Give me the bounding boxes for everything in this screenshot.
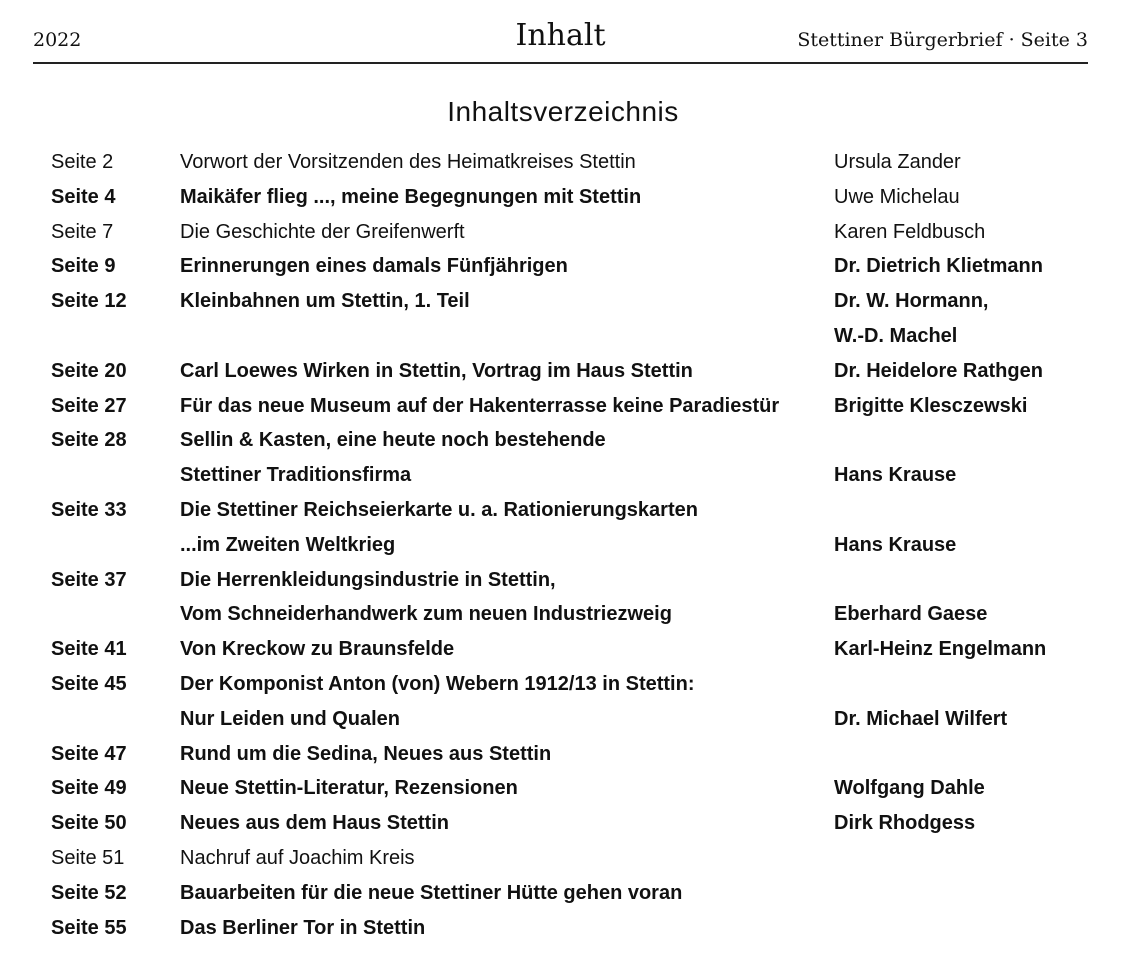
toc-title-text: Die Geschichte der Greifenwerft — [180, 220, 465, 243]
toc-row — [0, 702, 1126, 737]
toc-author: Hans Krause — [834, 533, 957, 556]
toc-title-text: Maikäfer flieg ..., meine Begegnungen mit Stettin — [180, 185, 642, 208]
toc-row — [0, 737, 1126, 772]
toc-row — [0, 667, 1126, 702]
toc-page: Seite 28 — [51, 429, 127, 452]
toc-title-text: ...im Zweiten Weltkrieg — [180, 533, 396, 556]
header-publication: Stettiner Bürgerbrief · Seite 3 — [797, 29, 1088, 51]
toc-row — [0, 354, 1126, 389]
toc-row — [0, 319, 1126, 354]
toc-row — [0, 145, 1126, 180]
toc-row — [0, 771, 1126, 806]
toc-page: Seite 52 — [51, 881, 127, 904]
toc-title-text: Sellin & Kasten, eine heute noch bestehende — [180, 429, 606, 452]
toc-page: Seite 2 — [51, 151, 114, 173]
toc-page: Seite 37 — [51, 568, 127, 591]
toc-author: Wolfgang Dahle — [834, 777, 985, 800]
toc-author: Uwe Michelau — [834, 185, 960, 208]
toc-row — [0, 563, 1126, 598]
toc-author: Dr. Heidelore Rathgen — [834, 359, 1043, 382]
toc-row — [0, 249, 1126, 284]
toc-author: Dirk Rhodgess — [834, 812, 976, 835]
toc-page: Seite 41 — [51, 638, 127, 661]
toc-row — [0, 389, 1126, 424]
toc-title-text: Neues aus dem Haus Stettin — [180, 812, 449, 835]
toc-page: Seite 50 — [51, 812, 127, 835]
toc-title-text: Nachruf auf Joachim Kreis — [180, 846, 415, 869]
toc-page: Seite 7 — [51, 220, 114, 243]
toc-author: Dr. Michael Wilfert — [834, 707, 1008, 730]
toc-row — [0, 806, 1126, 841]
toc-author: Dr. W. Hormann, — [834, 290, 989, 313]
toc-page: Seite 12 — [51, 290, 127, 313]
toc-row — [0, 841, 1126, 876]
toc-row — [0, 458, 1126, 493]
toc-page: Seite 33 — [51, 498, 127, 521]
toc-page: Seite 27 — [51, 394, 127, 417]
toc-title-text: Stettiner Traditionsfirma — [180, 464, 412, 487]
toc-author: Ursula Zander — [834, 151, 961, 173]
toc-title-text: Der Komponist Anton (von) Webern 1912/13 in Stettin: — [180, 672, 695, 695]
toc-title-text: Erinnerungen eines damals Fünfjährigen — [180, 255, 568, 278]
toc-page: Seite 45 — [51, 672, 127, 695]
toc-row — [0, 632, 1126, 667]
toc-author: W.-D. Machel — [834, 324, 958, 347]
toc-author: Eberhard Gaese — [834, 603, 988, 626]
toc-title-text: Für das neue Museum auf der Hakenterrasse keine Paradiestür — [180, 394, 780, 417]
toc-title: Inhaltsverzeichnis — [447, 96, 679, 127]
toc-page: Seite 55 — [51, 916, 127, 939]
toc-page: Seite 51 — [51, 846, 125, 869]
toc-author: Dr. Dietrich Klietmann — [834, 255, 1043, 278]
table-of-contents — [0, 145, 1126, 945]
toc-title-text: Nur Leiden und Qualen — [180, 707, 401, 730]
toc-row — [0, 423, 1126, 458]
toc-title-text: Carl Loewes Wirken in Stettin, Vortrag im Haus Stettin — [180, 359, 693, 382]
toc-title-text: Das Berliner Tor in Stettin — [180, 916, 426, 939]
toc-author: Karl-Heinz Engelmann — [834, 638, 1047, 661]
toc-page: Seite 49 — [51, 777, 127, 800]
toc-author: Brigitte Klesczewski — [834, 394, 1028, 417]
toc-author: Hans Krause — [834, 464, 957, 487]
toc-row — [0, 493, 1126, 528]
toc-title-text: Von Kreckow zu Braunsfelde — [180, 638, 455, 661]
toc-title-text: Die Herrenkleidungsindustrie in Stettin, — [180, 568, 556, 591]
toc-page: Seite 47 — [51, 742, 127, 765]
page-header — [33, 18, 1088, 64]
toc-row — [0, 597, 1126, 632]
toc-title-text: Die Stettiner Reichseierkarte u. a. Rationierungskarten — [180, 498, 698, 521]
header-year: 2022 — [33, 29, 82, 51]
toc-page: Seite 9 — [51, 255, 116, 278]
header-title: Inhalt — [515, 18, 606, 53]
toc-author: Karen Feldbusch — [834, 220, 986, 243]
toc-title-text: Neue Stettin-Literatur, Rezensionen — [180, 777, 518, 800]
toc-title-text: Kleinbahnen um Stettin, 1. Teil — [180, 290, 470, 313]
toc-title-text: Vorwort der Vorsitzenden des Heimatkreises Stettin — [180, 151, 636, 173]
toc-row — [0, 215, 1126, 250]
toc-row — [0, 876, 1126, 911]
toc-row — [0, 180, 1126, 215]
toc-row — [0, 528, 1126, 563]
toc-title-text: Vom Schneiderhandwerk zum neuen Industriezweig — [180, 603, 672, 626]
toc-page: Seite 4 — [51, 185, 116, 208]
toc-row — [0, 911, 1126, 946]
toc-row — [0, 284, 1126, 319]
toc-title-text: Bauarbeiten für die neue Stettiner Hütte gehen voran — [180, 881, 683, 904]
toc-page: Seite 20 — [51, 359, 127, 382]
toc-title-text: Rund um die Sedina, Neues aus Stettin — [180, 742, 552, 765]
